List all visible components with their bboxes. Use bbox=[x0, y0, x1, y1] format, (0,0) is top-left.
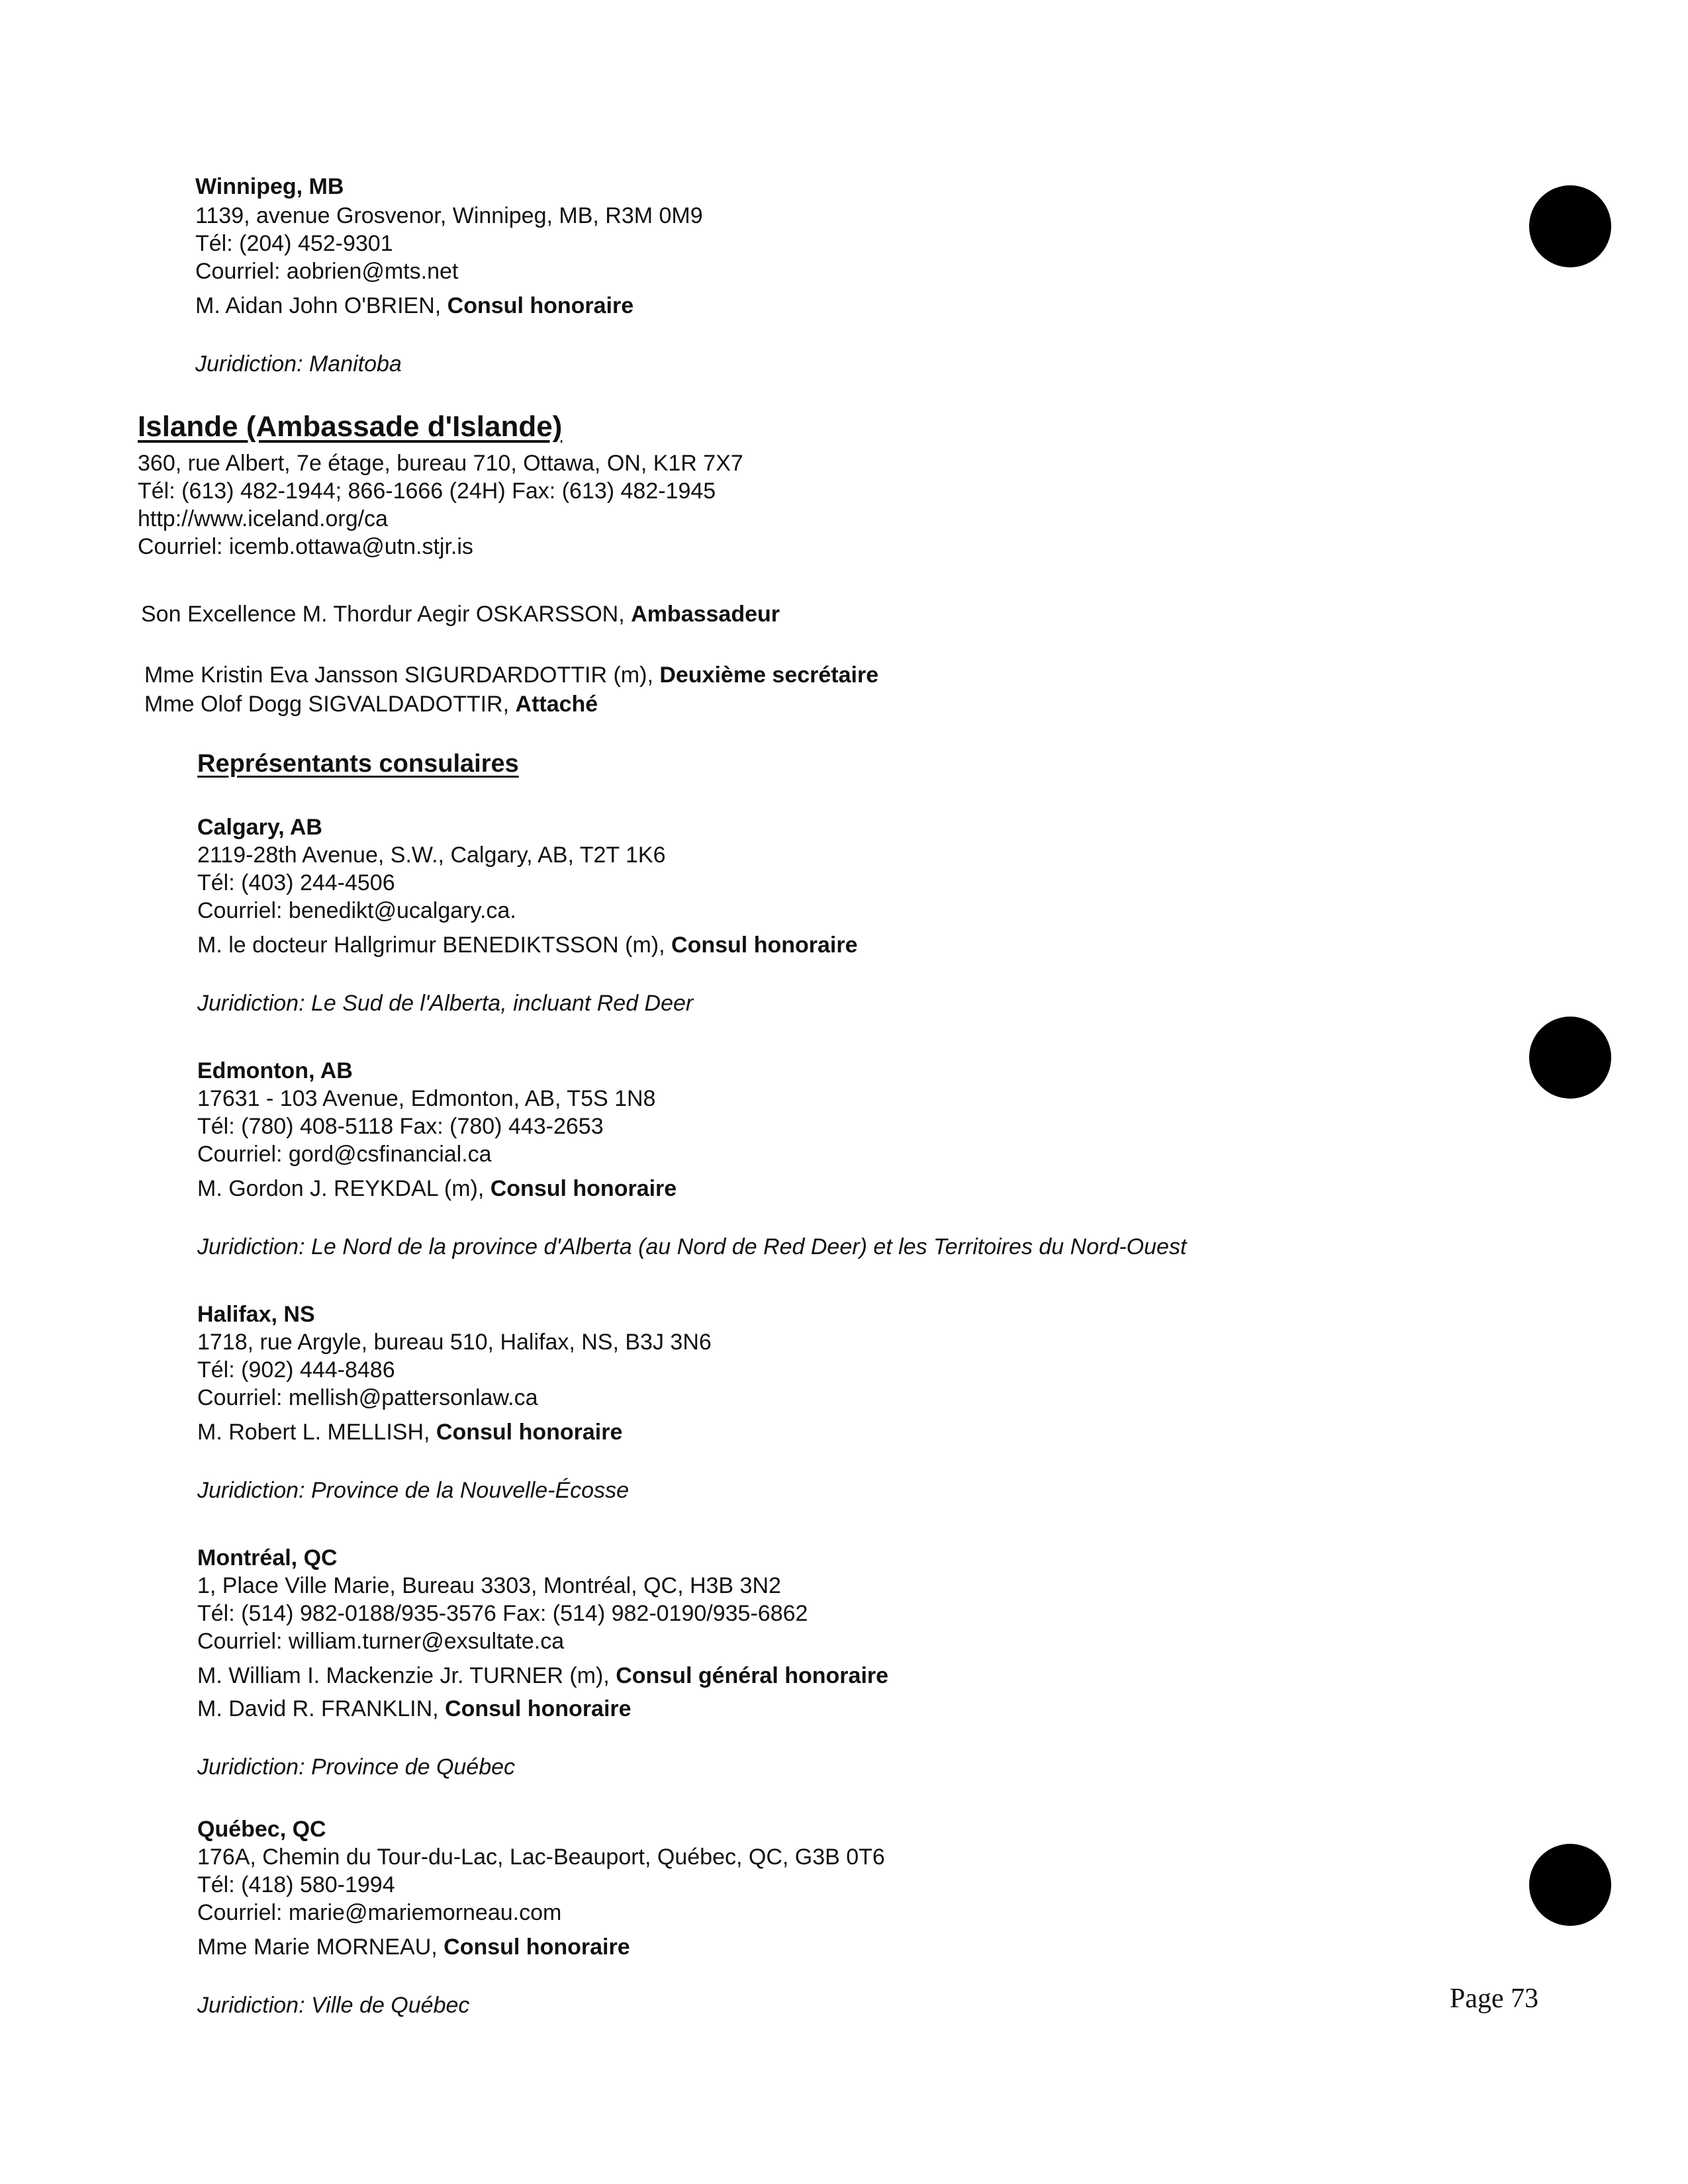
consul-line bbox=[197, 1934, 630, 1960]
consulate-jurisdiction: Juridiction: Le Sud de l'Alberta, incluant Red Deer bbox=[197, 991, 694, 1016]
person-name: Mme Olof Dogg SIGVALDADOTTIR, bbox=[144, 692, 516, 717]
punch-hole bbox=[1529, 1844, 1611, 1926]
consulate-tel: Tél: (514) 982-0188/935-3576 Fax: (514) 982-0190/935-6862 bbox=[197, 1601, 808, 1626]
consulate-city: Québec, QC bbox=[197, 1817, 326, 1842]
embassy-tel-fax: Tél: (613) 482-1944; 866-1666 (24H) Fax: (613) 482-1945 bbox=[138, 478, 716, 504]
consulate-jurisdiction: Juridiction: Province de la Nouvelle-Écosse bbox=[197, 1478, 629, 1503]
consul-line bbox=[197, 932, 858, 958]
consulate-address: 2119-28th Avenue, S.W., Calgary, AB, T2T 1K6 bbox=[197, 842, 666, 868]
person-name: Mme Marie MORNEAU, bbox=[197, 1934, 444, 1960]
person-title: Consul honoraire bbox=[444, 1934, 630, 1960]
person-name: M. le docteur Hallgrimur BENEDIKTSSON (m), bbox=[197, 933, 672, 958]
consular-heading: Représentants consulaires bbox=[197, 750, 519, 778]
consulate-email: Courriel: gord@csfinancial.ca bbox=[197, 1142, 492, 1167]
consulate-city: Edmonton, AB bbox=[197, 1058, 353, 1083]
person-title: Consul honoraire bbox=[490, 1176, 677, 1201]
consulate-address: 1, Place Ville Marie, Bureau 3303, Montréal, QC, H3B 3N2 bbox=[197, 1573, 781, 1598]
embassy-address: 360, rue Albert, 7e étage, bureau 710, Ottawa, ON, K1R 7X7 bbox=[138, 451, 743, 476]
person-title: Deuxième secrétaire bbox=[659, 662, 879, 688]
staff-line bbox=[144, 691, 598, 717]
person-title: Consul honoraire bbox=[436, 1420, 623, 1445]
winnipeg-jurisdiction: Juridiction: Manitoba bbox=[195, 351, 402, 377]
consulate-tel: Tél: (403) 244-4506 bbox=[197, 870, 395, 895]
consulate-tel: Tél: (780) 408-5118 Fax: (780) 443-2653 bbox=[197, 1114, 604, 1139]
person-name: M. William I. Mackenzie Jr. TURNER (m), bbox=[197, 1663, 616, 1688]
consulate-jurisdiction: Juridiction: Le Nord de la province d'Alberta (au Nord de Red Deer) et les Territoires du Nord-Ouest bbox=[197, 1234, 1187, 1259]
consulate-city: Calgary, AB bbox=[197, 815, 322, 840]
page-number: Page 73 bbox=[1450, 1983, 1539, 2014]
staff-line bbox=[144, 662, 878, 688]
person-name: M. Robert L. MELLISH, bbox=[197, 1420, 436, 1445]
winnipeg-email: Courriel: aobrien@mts.net bbox=[195, 259, 459, 284]
consulate-address: 1718, rue Argyle, bureau 510, Halifax, NS, B3J 3N6 bbox=[197, 1330, 712, 1355]
person-name: M. David R. FRANKLIN, bbox=[197, 1696, 445, 1721]
person-title: Consul honoraire bbox=[447, 293, 634, 318]
person-name: M. Gordon J. REYKDAL (m), bbox=[197, 1176, 491, 1201]
person-title: Ambassadeur bbox=[631, 602, 780, 627]
person-name: Son Excellence M. Thordur Aegir OSKARSSON, bbox=[141, 602, 632, 627]
consulate-email: Courriel: marie@mariemorneau.com bbox=[197, 1900, 562, 1925]
consul-line bbox=[197, 1696, 632, 1722]
embassy-email: Courriel: icemb.ottawa@utn.stjr.is bbox=[138, 534, 473, 559]
ambassador-line bbox=[141, 601, 780, 627]
person-title: Consul honoraire bbox=[671, 933, 858, 958]
consul-line bbox=[197, 1175, 677, 1202]
consul-line bbox=[197, 1662, 888, 1689]
consulate-tel: Tél: (902) 444-8486 bbox=[197, 1357, 395, 1383]
consulate-email: Courriel: mellish@pattersonlaw.ca bbox=[197, 1385, 538, 1410]
consulate-jurisdiction: Juridiction: Ville de Québec bbox=[197, 1993, 470, 2018]
person-name: Mme Kristin Eva Jansson SIGURDARDOTTIR (m), bbox=[144, 662, 660, 688]
consulate-city: Halifax, NS bbox=[197, 1302, 315, 1327]
consulate-jurisdiction: Juridiction: Province de Québec bbox=[197, 1754, 516, 1780]
consulate-address: 17631 - 103 Avenue, Edmonton, AB, T5S 1N8 bbox=[197, 1086, 656, 1111]
consul-line bbox=[197, 1419, 622, 1445]
punch-hole bbox=[1529, 1017, 1611, 1099]
punch-hole bbox=[1529, 185, 1611, 267]
winnipeg-person bbox=[195, 293, 633, 319]
consulate-city: Montréal, QC bbox=[197, 1545, 338, 1570]
person-title: Consul honoraire bbox=[445, 1696, 632, 1721]
winnipeg-tel: Tél: (204) 452-9301 bbox=[195, 231, 393, 256]
person-name: M. Aidan John O'BRIEN, bbox=[195, 293, 447, 318]
person-title: Attaché bbox=[515, 692, 598, 717]
embassy-heading: Islande (Ambassade d'Islande) bbox=[138, 410, 563, 443]
consulate-address: 176A, Chemin du Tour-du-Lac, Lac-Beauport, Québec, QC, G3B 0T6 bbox=[197, 1844, 885, 1870]
embassy-website: http://www.iceland.org/ca bbox=[138, 506, 388, 531]
consulate-email: Courriel: william.turner@exsultate.ca bbox=[197, 1629, 565, 1654]
consulate-email: Courriel: benedikt@ucalgary.ca. bbox=[197, 898, 516, 923]
winnipeg-address: 1139, avenue Grosvenor, Winnipeg, MB, R3M 0M9 bbox=[195, 203, 703, 228]
winnipeg-city: Winnipeg, MB bbox=[195, 174, 344, 199]
consulate-tel: Tél: (418) 580-1994 bbox=[197, 1872, 395, 1897]
person-title: Consul général honoraire bbox=[616, 1663, 889, 1688]
